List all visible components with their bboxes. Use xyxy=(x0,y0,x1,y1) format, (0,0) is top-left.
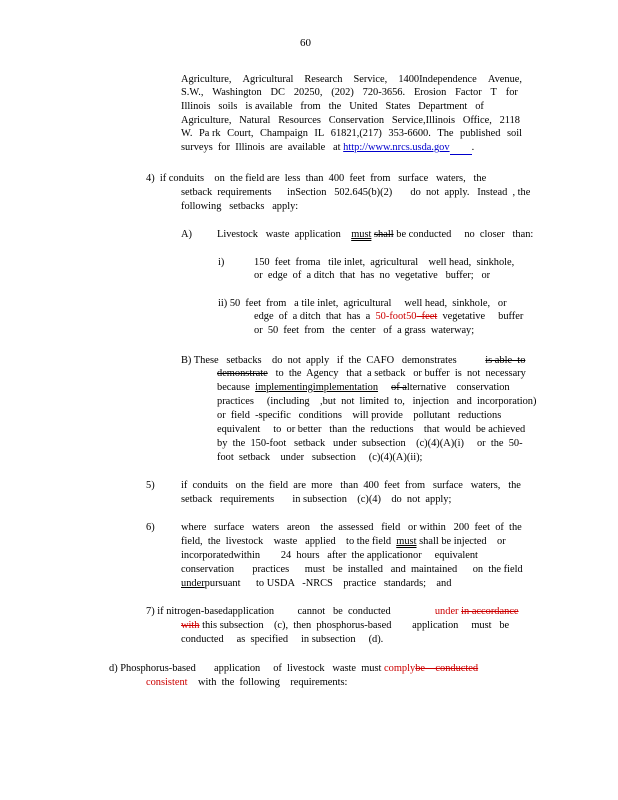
intro-word: DC xyxy=(270,87,285,98)
intro-word: soils xyxy=(218,101,238,112)
intro-word: Factor xyxy=(455,87,482,98)
intro-word: Department xyxy=(418,101,468,112)
item4A-shall-deleted: shall xyxy=(374,229,394,240)
item4B-line-6: equivalent to or better than the reductions that would be achieved xyxy=(217,424,526,435)
intro-line-6 xyxy=(181,141,474,155)
intro-word: IL xyxy=(314,128,325,139)
item4Ai-line-1: 150 feet froma tile inlet, agricultural well head, sinkhole, xyxy=(254,257,515,268)
intro-word: 353-6600. xyxy=(388,128,431,139)
item6-line-5 xyxy=(181,577,451,590)
intro-word: Service, xyxy=(353,74,388,85)
item4Aii-line-3: or 50 feet from the center of a grass waterway; xyxy=(254,325,475,336)
item5-line-2: setback requirements in subsection (c)(4) do not apply; xyxy=(181,494,452,505)
item4-line-2: setback requirements inSection 502.645(b)(2) do not apply. Instead , the xyxy=(181,187,531,198)
item4B-text-a: B) These setbacks do not apply if the CAFO demonstrates xyxy=(181,355,457,366)
item4B-line-4: practices (including ,but not limited to, injection and incorporation) xyxy=(217,396,537,407)
item-d-line-2 xyxy=(146,676,347,689)
intro-word: 1400Independence xyxy=(398,74,477,85)
intro-word: Agriculture, xyxy=(181,74,232,85)
intro-word: 720-3656. xyxy=(362,87,406,98)
intro-line-2 xyxy=(181,86,518,99)
item6-label: 6) xyxy=(146,522,155,533)
item7-line-3: conducted as specified in subsection (d). xyxy=(181,634,384,645)
intro-word: the xyxy=(328,101,342,112)
item4Aii-text-a: edge of a ditch that has a xyxy=(254,311,371,322)
intro-word: Service,Illinois xyxy=(391,115,456,126)
item4B-line-7: by the 150-foot setback under subsection (c)(4)(A)(i) or the 50- xyxy=(217,438,523,449)
item7-line-1 xyxy=(146,605,519,618)
intro-word: Champaign xyxy=(259,128,308,139)
item4B-line-3 xyxy=(217,381,510,394)
item7-inserted: under xyxy=(434,606,459,617)
intro-word: Office, xyxy=(462,115,492,126)
intro-word: published xyxy=(460,128,501,139)
intro-word: Washington xyxy=(212,87,262,98)
intro-word: for xyxy=(505,87,518,98)
item4B-line-2 xyxy=(217,367,526,380)
item4Ai-label: i) xyxy=(218,257,225,268)
intro-word: is available xyxy=(245,101,293,112)
item6-text-a: field, the livestock waste applied to the field xyxy=(181,536,392,547)
intro-word: T xyxy=(490,87,497,98)
item6-line-1: where surface waters areon the assessed field or within 200 feet of the xyxy=(181,522,522,533)
intro-word: 61821,(217) xyxy=(330,128,382,139)
item5-line-1: if conduits on the field are more than 400 feet from surface waters, the xyxy=(181,480,521,491)
item4A-text xyxy=(217,228,533,241)
item4Aii-line-2 xyxy=(254,310,523,323)
intro-word: Agriculture, xyxy=(181,115,232,126)
item4B-deleted-b: demonstrate xyxy=(217,368,268,379)
item7-text-b: this subsection (c), then phosphorus-based application must be xyxy=(199,620,510,631)
item7-line-2 xyxy=(181,619,509,632)
item4-line-3: following setbacks apply: xyxy=(181,201,299,212)
intro-line-3 xyxy=(181,100,484,113)
item-d-text-b: with the following requirements: xyxy=(187,677,348,688)
item6-line-3: incorporatedwithin 24 hours after the applicationor equivalent xyxy=(181,550,478,561)
intro-line-1 xyxy=(181,73,522,86)
intro-word: S.W., xyxy=(181,87,204,98)
item6-line-4: conservation practices must be installed and maintained on the field xyxy=(181,564,523,575)
item-d-deleted: be conducted xyxy=(415,663,479,674)
intro-line-5 xyxy=(181,127,522,140)
intro-word: The xyxy=(437,128,454,139)
item4Aii-text-b: vegetative buffer xyxy=(437,311,524,322)
item4B-deleted-c: of a xyxy=(391,382,407,393)
item4B-line-5: or field -specific conditions will provide pollutant reductions xyxy=(217,410,502,421)
item7-text-a: 7) if nitrogen-basedapplication cannot be conducted xyxy=(146,606,391,617)
item4B-line-8: foot setback under subsection (c)(4)(A)(ii); xyxy=(217,452,423,463)
intro-word: (202) xyxy=(331,87,354,98)
intro-word: Resources xyxy=(278,115,321,126)
item-d-inserted-b: consistent xyxy=(146,677,188,688)
item6-line-2 xyxy=(181,535,506,548)
item-d-inserted-a: comply xyxy=(384,663,416,674)
intro-word: Avenue, xyxy=(487,74,522,85)
intro-line-4 xyxy=(181,114,520,127)
intro-word: Court, xyxy=(227,128,254,139)
item6-text-c: pursuant to USDA -NRCS practice standards; and xyxy=(204,578,452,589)
item6-under: under xyxy=(181,578,205,589)
item5-label: 5) xyxy=(146,480,155,491)
intro-word: United xyxy=(349,101,378,112)
intro-end: . xyxy=(471,142,475,153)
nrcs-link[interactable]: http://www.nrcs.usda.gov xyxy=(343,142,450,153)
link-underline-tail xyxy=(450,141,472,155)
item7-deleted-a: in accordance xyxy=(461,606,519,617)
item4B-text-c: lternative conservation xyxy=(406,382,510,393)
item4A-text-b: be conducted no closer than: xyxy=(396,229,534,240)
intro-word: Conservation xyxy=(328,115,385,126)
intro-word: Natural xyxy=(239,115,271,126)
intro-word: of xyxy=(475,101,484,112)
item4B-text-b: to the Agency that a setback or buffer is not necessary xyxy=(267,368,526,379)
item4-line-1: 4) if conduits on the field are less than 400 feet from surface waters, the xyxy=(146,173,487,184)
intro-word: 20250, xyxy=(293,87,323,98)
item6-must: must xyxy=(396,536,417,547)
item-d-text-a: d) Phosphorus-based application of livestock waste must xyxy=(109,663,382,674)
item4B-line-1 xyxy=(181,354,525,367)
intro-word: W. xyxy=(181,128,193,139)
intro-word: Agricultural xyxy=(242,74,294,85)
item4A-must: must xyxy=(351,229,372,240)
item4Aii-deleted: feet xyxy=(416,311,438,322)
intro-word: Illinois xyxy=(181,101,211,112)
item4Aii-line-1: ii) 50 feet from a tile inlet, agricultural well head, sinkhole, or xyxy=(218,298,507,309)
intro-word: States xyxy=(385,101,411,112)
intro-word: soil xyxy=(506,128,522,139)
intro-word: Erosion xyxy=(413,87,447,98)
item6-text-b: shall be injected or xyxy=(416,536,506,547)
item4B-deleted-a: is able to xyxy=(485,355,526,366)
intro-word: 2118 xyxy=(499,115,520,126)
item7-deleted-b: with xyxy=(181,620,200,631)
item4B-underlined: implementingimplementation xyxy=(255,382,379,393)
page-number: 60 xyxy=(300,37,311,49)
intro-word: Pa rk xyxy=(198,128,221,139)
item-d-line-1 xyxy=(109,662,478,675)
item4Ai-line-2: or edge of a ditch that has no vegetative buffer; or xyxy=(254,270,491,281)
intro-word: from xyxy=(300,101,321,112)
item4A-label: A) xyxy=(181,229,192,240)
item4B-because: because xyxy=(217,382,250,393)
item4Aii-inserted: 50-foot50 xyxy=(375,311,417,322)
intro-text: surveys for Illinois are available at xyxy=(181,142,341,153)
intro-word: Research xyxy=(304,74,343,85)
item4A-text-a: Livestock waste application xyxy=(217,229,341,240)
